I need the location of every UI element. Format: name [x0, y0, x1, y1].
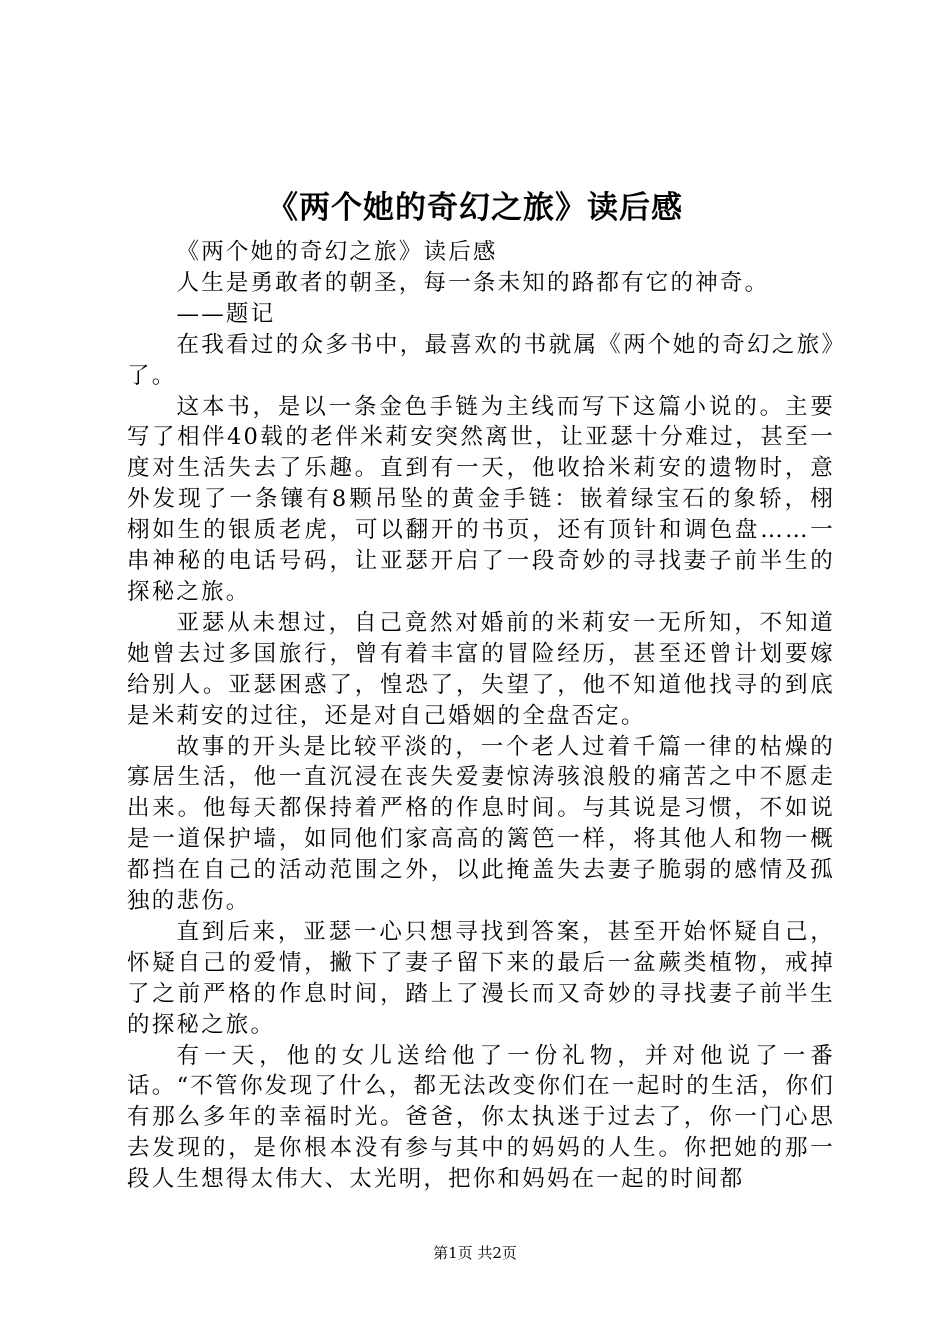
paragraph: 直到后来，亚瑟一心只想寻找到答案，甚至开始怀疑自己，怀疑自己的爱情，撇下了妻子留下来的最后一盆蕨类植物，戒掉了之前严格的作息时间，踏上了漫长而又奇妙的寻找妻子前半生的探秘之旅。: [127, 918, 835, 1038]
document-body: [127, 237, 835, 1195]
paragraph: 《两个她的奇幻之旅》读后感: [176, 239, 498, 265]
paragraph: 故事的开头是比较平淡的，一个老人过着千篇一律的枯燥的寡居生活，他一直沉浸在丧失爱妻惊涛骇浪般的痛苦之中不愿走出来。他每天都保持着严格的作息时间。与其说是习惯，不如说是一道保护墙，如同他们家高高的篱笆一样，将其他人和物一概都挡在自己的活动范围之外，以此掩盖失去妻子脆弱的感情及孤独的悲伤。: [127, 733, 835, 915]
paragraph: ——题记: [176, 300, 276, 327]
paragraph: 人生是勇敢者的朝圣，每一条未知的路都有它的神奇。: [176, 269, 770, 296]
paragraph: 亚瑟从未想过，自己竟然对婚前的米莉安一无所知，不知道她曾去过多国旅行，曾有着丰富的冒险经历，甚至还曾计划要嫁给别人。亚瑟困惑了，惶恐了，失望了，他不知道他找寻的到底是米莉安的过往，还是对自己婚姻的全盘否定。: [127, 609, 835, 729]
document-title: 《两个她的奇幻之旅》读后感: [267, 190, 683, 226]
paragraph: 这本书，是以一条金色手链为主线而写下这篇小说的。主要写了相伴40载的老伴米莉安突然离世，让亚瑟十分难过，甚至一度对生活失去了乐趣。直到有一天，他收拾米莉安的遗物时，意外发现了一条镶有8颗吊坠的黄金手链：嵌着绿宝石的象轿，栩栩如生的银质老虎，可以翻开的书页，还有顶针和调色盘……一串神秘的电话号码，让亚瑟开启了一段奇妙的寻找妻子前半生的探秘之旅。: [127, 393, 835, 605]
paragraph: 在我看过的众多书中，最喜欢的书就属《两个她的奇幻之旅》了。: [127, 331, 835, 389]
page-footer: 第1页 共2页: [433, 1244, 517, 1262]
paragraph: 有一天，他的女儿送给他了一份礼物，并对他说了一番话。“不管你发现了什么，都无法改变你们在一起时的生活，你们有那么多年的幸福时光。爸爸，你太执迷于过去了，你一门心思去发现的，是你根本没有参与其中的妈妈的人生。你把她的那一段人生想得太伟大、太光明，把你和妈妈在一起的时间都: [127, 1042, 835, 1193]
